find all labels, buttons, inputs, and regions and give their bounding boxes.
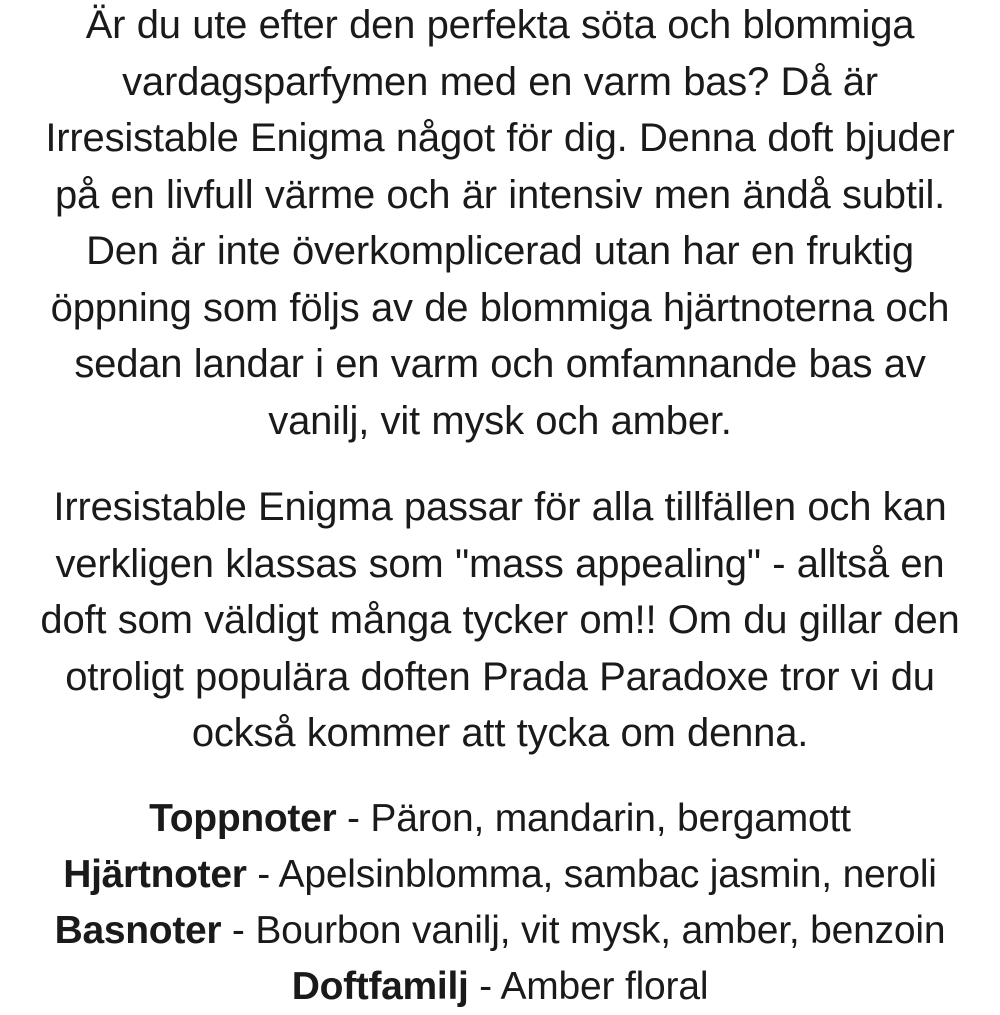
note-row-fragrance-family xyxy=(26,959,974,1015)
note-label-fragrance-family: Doftfamilj xyxy=(291,964,469,1008)
note-separator-top-notes: - xyxy=(336,796,371,840)
note-label-top-notes: Toppnoter xyxy=(149,796,337,840)
note-label-base-notes: Basnoter xyxy=(54,908,222,952)
description-paragraph-appeal: Irresistable Enigma passar för alla tillfällen och kan verkligen klassas som "mass appealing" - alltså en doft som väldigt många tycker om!! Om du gillar den otroligt populära doften Prada Paradoxe tror vi du också kommer att tycka om denna. xyxy=(40,485,960,755)
note-label-heart-notes: Hjärtnoter xyxy=(63,852,247,896)
note-row-top-notes xyxy=(26,791,974,847)
note-separator-fragrance-family: - xyxy=(468,964,501,1008)
description-body xyxy=(26,0,974,762)
note-value-fragrance-family: Amber floral xyxy=(500,964,709,1008)
note-value-heart-notes: Apelsinblomma, sambac jasmin, neroli xyxy=(278,852,937,896)
note-value-top-notes: Päron, mandarin, bergamott xyxy=(370,796,851,840)
fragrance-notes-list xyxy=(26,791,974,1015)
note-value-base-notes: Bourbon vanilj, vit mysk, amber, benzoin xyxy=(255,908,946,952)
description-paragraph-intro: Är du ute efter den perfekta söta och blommiga vardagsparfymen med en varm bas? Då är Irresistable Enigma något för dig. Denna doft bjuder på en livfull värme och är intensiv men ändå subtil. Den är inte överkomplicerad utan har en fruktig öppning som följs av de blommiga hjärtnoterna och sedan landar i en varm och omfamnande bas av vanilj, vit mysk och amber. xyxy=(45,3,955,443)
note-separator-heart-notes: - xyxy=(246,852,279,896)
note-row-base-notes xyxy=(26,903,974,959)
note-separator-base-notes: - xyxy=(221,908,256,952)
note-row-heart-notes xyxy=(26,847,974,903)
